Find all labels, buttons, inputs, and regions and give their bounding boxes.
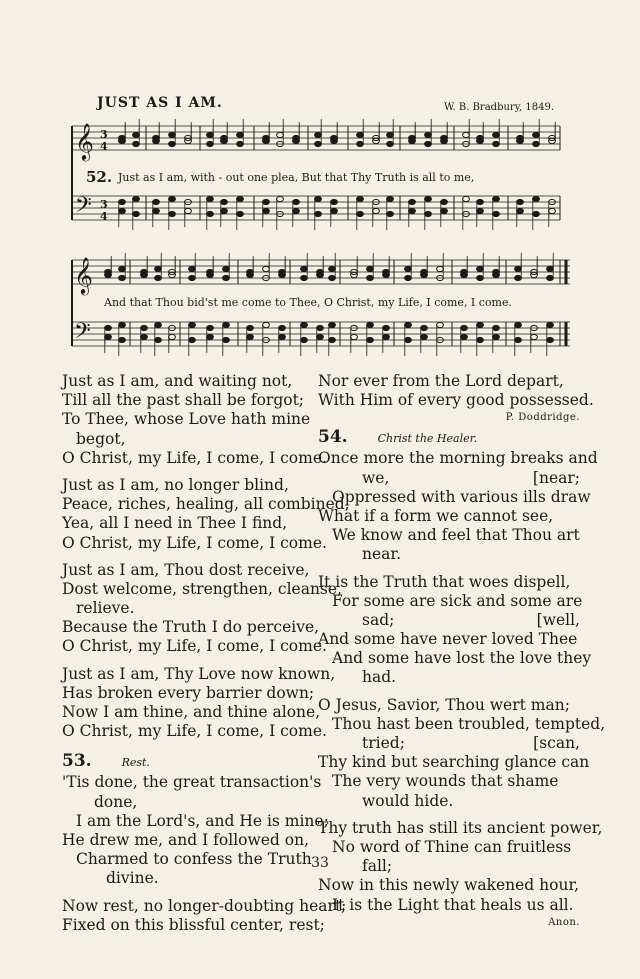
notehead <box>383 325 390 330</box>
notehead <box>547 275 554 280</box>
notehead <box>331 208 338 213</box>
notehead <box>329 266 336 271</box>
notehead <box>247 325 254 330</box>
verse-line: It is the Truth that woes dispell, <box>318 572 571 591</box>
notehead <box>169 132 176 137</box>
verse-line: Nor ever from the Lord depart, <box>318 372 564 390</box>
notehead <box>119 208 126 213</box>
verse-line: tried; [scan, <box>362 734 580 752</box>
notehead <box>533 196 540 201</box>
notehead <box>357 132 364 137</box>
notehead <box>367 266 374 271</box>
notehead <box>237 141 244 146</box>
notehead <box>425 141 432 146</box>
verse-line: With Him of every good possessed. <box>318 391 594 410</box>
verse-line: Now I am thine, and thine alone, <box>62 703 321 721</box>
verse-line: O Christ, my Life, I come, I come. <box>62 722 327 741</box>
notehead <box>477 208 484 213</box>
notehead <box>515 337 522 342</box>
notehead <box>437 266 444 271</box>
notehead <box>405 275 412 280</box>
notehead <box>207 334 214 339</box>
notehead <box>315 141 322 146</box>
hymn-number-52: 52. <box>86 168 113 186</box>
music-lyric-line-1: Just as I am, with - out one plea, But that Thy Truth is all to me, <box>118 171 475 184</box>
notehead <box>367 275 374 280</box>
notehead <box>185 208 192 213</box>
hymn-heading-53 <box>62 749 312 773</box>
notehead <box>247 334 254 339</box>
notehead <box>357 211 364 216</box>
notehead <box>461 272 468 277</box>
notehead <box>547 322 554 327</box>
notehead <box>331 199 338 204</box>
notehead <box>493 211 500 216</box>
svg-text:3: 3 <box>100 198 108 211</box>
notehead <box>317 334 324 339</box>
verse-line: I am the Lord's, and He is mine; <box>76 811 329 830</box>
notehead <box>461 334 468 339</box>
notehead <box>425 196 432 201</box>
verse-line: Thy kind but searching glance can <box>318 753 590 772</box>
notehead <box>301 275 308 280</box>
notehead <box>383 272 390 277</box>
notehead <box>293 138 300 143</box>
verse-line: It is the Light that heals us all. <box>332 895 574 914</box>
music-score <box>60 112 580 372</box>
verse-line: Now rest, no longer-doubting heart; <box>62 896 347 915</box>
notehead <box>493 141 500 146</box>
notehead <box>421 325 428 330</box>
verse-line: He drew me, and I followed on, <box>62 830 310 849</box>
verse-line: We know and feel that Thou art <box>332 526 580 545</box>
notehead <box>221 199 228 204</box>
verse-line: Thy truth has still its ancient power, <box>318 818 603 837</box>
notehead <box>301 322 308 327</box>
notehead <box>329 337 336 342</box>
notehead <box>277 132 284 137</box>
notehead <box>387 211 394 216</box>
verse-line: Once more the morning breaks and <box>318 449 598 468</box>
verse-line: divine. <box>106 869 159 888</box>
notehead <box>279 334 286 339</box>
notehead <box>425 132 432 137</box>
verse-line: Just as I am, Thou dost receive, <box>62 560 310 579</box>
notehead <box>357 141 364 146</box>
notehead <box>207 196 214 201</box>
notehead <box>155 322 162 327</box>
notehead <box>263 322 270 327</box>
notehead <box>207 132 214 137</box>
svg-text:4: 4 <box>100 140 108 153</box>
verse-line: Charmed to confess the Truth <box>76 850 312 869</box>
verse-line: 'Tis done, the great transaction's <box>62 773 322 792</box>
notehead <box>133 141 140 146</box>
notehead <box>533 141 540 146</box>
svg-text:3: 3 <box>100 128 108 141</box>
notehead <box>373 208 380 213</box>
notehead <box>315 132 322 137</box>
notehead <box>223 322 230 327</box>
notehead <box>441 208 448 213</box>
notehead <box>293 208 300 213</box>
author-attribution-53: P. Doddridge. <box>505 412 580 424</box>
notehead <box>441 199 448 204</box>
notehead <box>409 138 416 143</box>
notehead <box>119 322 126 327</box>
verse-line: Yea, all I need in Thee I find, <box>62 514 288 533</box>
verse-line: Now in this newly wakened hour, <box>318 876 580 895</box>
notehead <box>409 208 416 213</box>
notehead <box>141 334 148 339</box>
notehead <box>169 334 176 339</box>
notehead <box>207 211 214 216</box>
notehead <box>189 322 196 327</box>
notehead <box>169 196 176 201</box>
notehead <box>515 322 522 327</box>
hymn-heading-54 <box>318 425 580 449</box>
verse-line: O Christ, my Life, I come, I come. <box>62 637 327 656</box>
notehead <box>279 272 286 277</box>
notehead <box>405 322 412 327</box>
notehead <box>237 211 244 216</box>
notehead <box>515 275 522 280</box>
verse-line: had. <box>362 668 397 687</box>
verse-line: No word of Thine can fruitless <box>332 837 572 856</box>
notehead <box>477 322 484 327</box>
notehead <box>153 138 160 143</box>
composer-credit: W. B. Bradbury, 1849. <box>443 102 554 113</box>
notehead <box>207 141 214 146</box>
notehead <box>133 211 140 216</box>
notehead <box>477 266 484 271</box>
notehead <box>141 272 148 277</box>
verse-line: we, [near; <box>362 468 580 487</box>
verse-line: O Jesus, Savior, Thou wert man; <box>318 695 570 714</box>
notehead <box>351 334 358 339</box>
svg-text:𝄢: 𝄢 <box>75 193 92 223</box>
svg-text:𝄢: 𝄢 <box>74 319 91 349</box>
notehead <box>517 138 524 143</box>
notehead <box>421 334 428 339</box>
notehead <box>221 208 228 213</box>
hymn-number-53: 53. <box>62 751 92 772</box>
notehead <box>317 272 324 277</box>
notehead <box>477 337 484 342</box>
notehead <box>301 337 308 342</box>
notehead <box>329 275 336 280</box>
notehead <box>387 196 394 201</box>
notehead <box>263 208 270 213</box>
notehead <box>237 132 244 137</box>
notehead <box>547 266 554 271</box>
notehead <box>317 325 324 330</box>
verse-line: Because the Truth I do perceive, <box>62 618 320 637</box>
notehead <box>169 141 176 146</box>
music-lyric-line-2: And that Thou bid'st me come to Thee, O Christ, my Life, I come, I come. <box>104 296 512 309</box>
notehead <box>237 196 244 201</box>
notehead <box>547 337 554 342</box>
verse-line: O Christ, my Life, I come, I come. <box>62 533 327 552</box>
notehead <box>515 266 522 271</box>
notehead <box>441 138 448 143</box>
notehead <box>105 272 112 277</box>
verse-line: begot, <box>76 429 126 448</box>
verse-line: And some have lost the love they <box>332 649 592 668</box>
page-number: 33 <box>311 855 329 871</box>
notehead <box>477 275 484 280</box>
notehead <box>549 208 556 213</box>
svg-text:4: 4 <box>100 210 108 223</box>
notehead <box>221 138 228 143</box>
notehead <box>387 132 394 137</box>
svg-text:𝄞: 𝄞 <box>75 122 94 160</box>
notehead <box>141 325 148 330</box>
notehead <box>329 322 336 327</box>
verse-line: Just as I am, no longer blind, <box>62 475 289 494</box>
notehead <box>119 266 126 271</box>
notehead <box>207 272 214 277</box>
verse-line: sad; [well, <box>362 610 580 629</box>
notehead <box>105 325 112 330</box>
notehead <box>493 334 500 339</box>
notehead <box>223 275 230 280</box>
notehead <box>405 337 412 342</box>
verse-line: Dost welcome, strengthen, cleanse, <box>62 579 342 598</box>
notehead <box>421 272 428 277</box>
verse-line: For some are sick and some are <box>332 591 583 610</box>
notehead <box>189 275 196 280</box>
hymn-subtitle-54: Christ the Healer. <box>377 432 478 446</box>
svg-text:𝄞: 𝄞 <box>74 256 93 294</box>
notehead <box>119 337 126 342</box>
verse-line: What if a form we cannot see, <box>318 506 554 525</box>
notehead <box>533 211 540 216</box>
verse-line: Oppressed with various ills draw <box>332 487 591 506</box>
verse-line: To Thee, whose Love hath mine <box>62 410 311 429</box>
right-column <box>318 372 606 930</box>
hymn-subtitle-53: Rest. <box>121 756 150 770</box>
verse-line: O Christ, my Life, I come, I come. <box>62 448 327 467</box>
verse-line: done, <box>94 792 138 811</box>
notehead <box>155 337 162 342</box>
notehead <box>387 141 394 146</box>
notehead <box>153 208 160 213</box>
verse-line: Thou hast been troubled, tempted, <box>332 714 606 733</box>
verse-line: The very wounds that shame <box>332 772 559 791</box>
notehead <box>169 211 176 216</box>
notehead <box>409 199 416 204</box>
verse-line: Peace, riches, healing, all combined, <box>62 495 350 514</box>
notehead <box>133 196 140 201</box>
notehead <box>301 266 308 271</box>
notehead <box>279 325 286 330</box>
notehead <box>383 334 390 339</box>
notehead <box>153 199 160 204</box>
notehead <box>331 138 338 143</box>
notehead <box>517 208 524 213</box>
notehead <box>477 138 484 143</box>
notehead <box>223 337 230 342</box>
notehead <box>119 138 126 143</box>
notehead <box>277 196 284 201</box>
notehead <box>263 266 270 271</box>
notehead <box>461 325 468 330</box>
notehead <box>315 196 322 201</box>
notehead <box>463 132 470 137</box>
notehead <box>247 272 254 277</box>
notehead <box>357 196 364 201</box>
verse-line: Till all the past shall be forgot; <box>62 391 305 410</box>
hymn-title: JUST AS I AM. <box>97 95 223 111</box>
notehead <box>533 132 540 137</box>
verse-line: Just as I am, and waiting not, <box>62 372 293 390</box>
notehead <box>493 196 500 201</box>
notehead <box>477 199 484 204</box>
verse-line: Just as I am, Thy Love now known, <box>62 664 336 683</box>
notehead <box>263 199 270 204</box>
notehead <box>105 334 112 339</box>
verse-line: fall; <box>362 857 393 876</box>
notehead <box>425 211 432 216</box>
notehead <box>437 322 444 327</box>
notehead <box>189 337 196 342</box>
verse-line: relieve. <box>76 599 135 618</box>
notehead <box>531 334 538 339</box>
verse-line: near. <box>362 545 402 564</box>
notehead <box>517 199 524 204</box>
notehead <box>493 325 500 330</box>
notehead <box>315 211 322 216</box>
notehead <box>367 322 374 327</box>
verse-line: would hide. <box>362 791 454 810</box>
notehead <box>405 266 412 271</box>
notehead <box>119 199 126 204</box>
verse-line: Has broken every barrier down; <box>62 683 315 702</box>
notehead <box>463 196 470 201</box>
notehead <box>155 266 162 271</box>
notehead <box>155 275 162 280</box>
notehead <box>207 325 214 330</box>
hymn-number-54: 54. <box>318 427 348 448</box>
notehead <box>367 337 374 342</box>
notehead <box>293 199 300 204</box>
verse-line: And some have never loved Thee <box>318 630 578 649</box>
notehead <box>493 272 500 277</box>
verse-line: Fixed on this blissful center, rest; <box>62 915 325 934</box>
notehead <box>189 266 196 271</box>
author-attribution-54: Anon. <box>548 916 580 928</box>
notehead <box>119 275 126 280</box>
notehead <box>263 138 270 143</box>
notehead <box>133 132 140 137</box>
notehead <box>223 266 230 271</box>
notehead <box>493 132 500 137</box>
